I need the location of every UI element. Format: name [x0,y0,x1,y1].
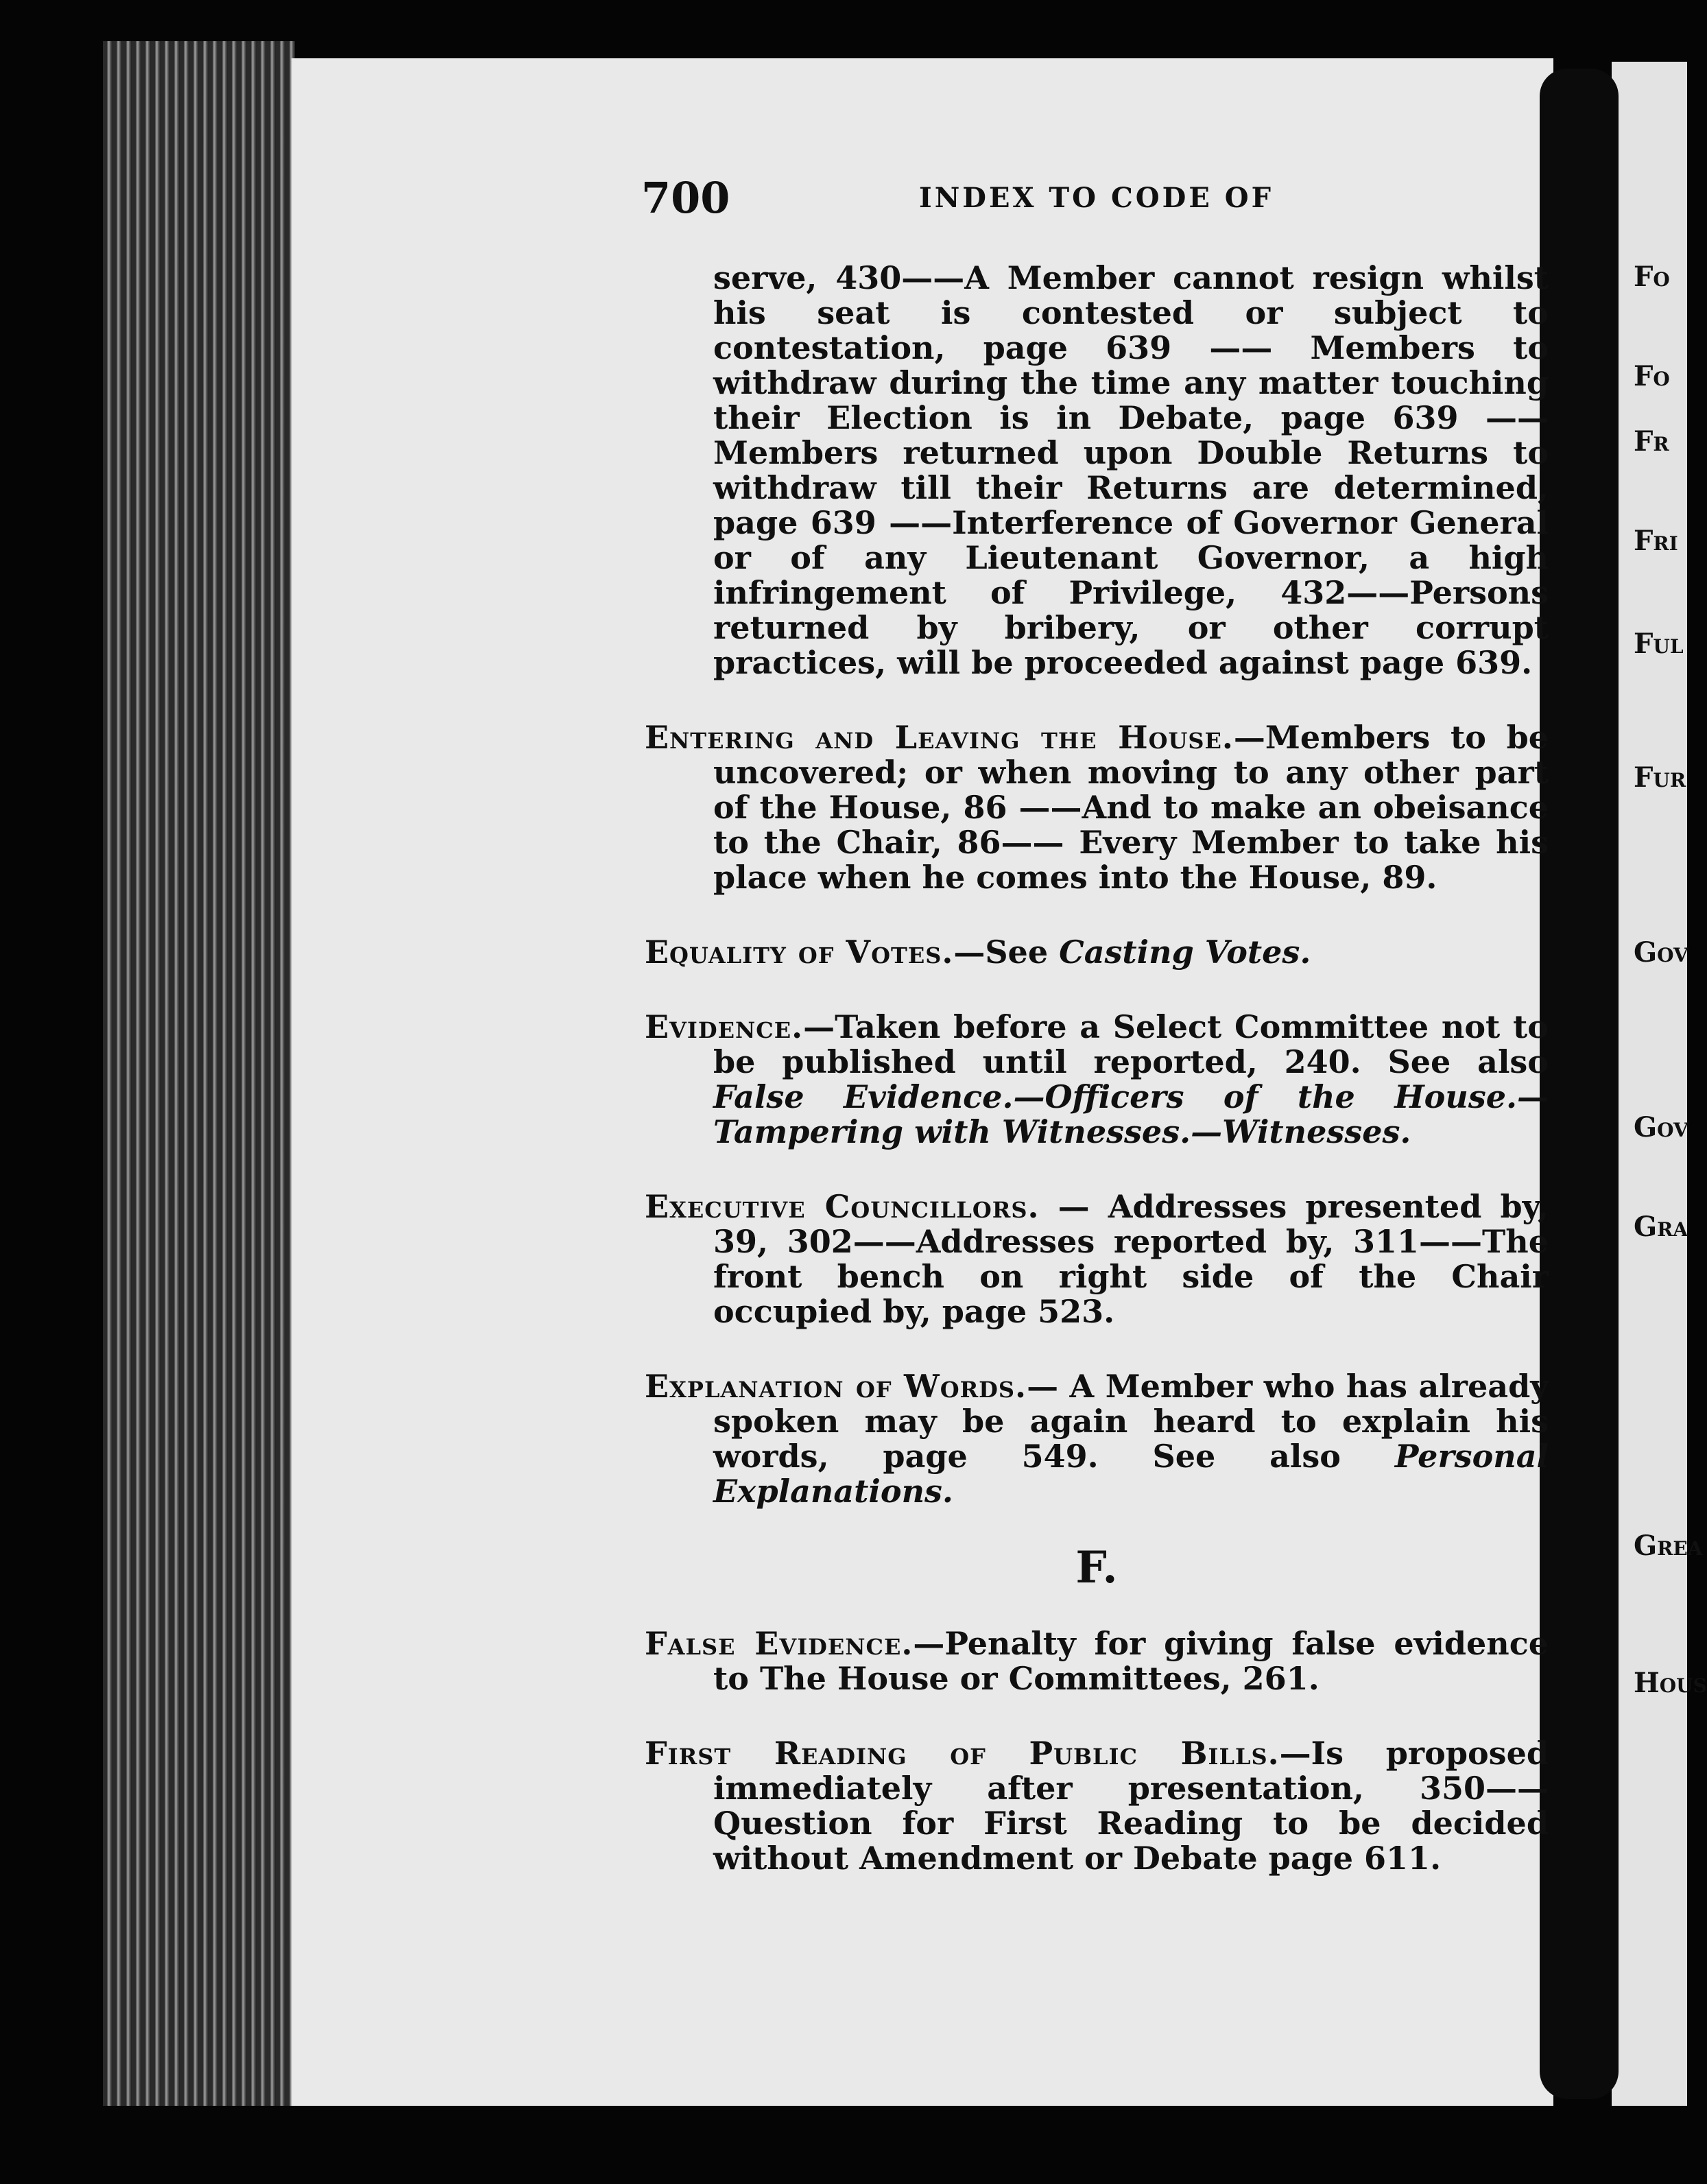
entry-text: —Taken before a Select Committee not to be published until reported, 240. See also [713,1008,1549,1080]
facing-page-fragment: Ful [1634,628,1684,660]
entry-heading: Equality of Votes. [645,934,954,971]
entry-heading: Evidence. [645,1008,804,1045]
facing-page-fragment: Fo [1634,261,1670,293]
facing-page-fragment: Gov [1634,936,1688,969]
index-entry [645,1010,1549,1150]
book-gutter [1540,69,1619,2099]
index-entry [645,1626,1549,1696]
running-head: INDEX TO CODE OF [919,182,1274,214]
page-number: 700 [641,173,730,223]
section-letter: F. [1075,1542,1118,1593]
index-entry [645,720,1549,895]
cross-reference: Casting Votes. [1059,934,1311,971]
continued-entry [713,261,1549,680]
entry-text: —Members to be uncovered; or when moving to any other part of the House, 86 ——And to make an obeisance to the Chair, 86—— Every Member to take his place when he comes into the House, 89. [713,719,1549,896]
entry-text: — A Member who has already spoken may be again heard to explain his words, page 549. See also [713,1368,1549,1475]
facing-page-fragment: Fr [1634,425,1669,458]
entry-text: serve, 430——A Member cannot resign whilst his seat is contested or subject to contestation, page 639 —— Members to withdraw during the time any matter touching their Election is in Debate, page 639 —— Members returned upon Double Returns to withdraw till their Returns are determined, page 639 ——Interference of Governor General or of any Lieutenant Governor, a high infringement of Privilege, 432——Persons returned by bribery, or other corrupt practices, will be proceeded against page 639. [713,259,1549,681]
entry-heading: Entering and Leaving the House. [645,719,1234,756]
entry-text: —Penalty for giving false evidence to The House or Committees, 261. [713,1625,1549,1697]
facing-page-fragment: Fri [1634,525,1678,557]
facing-page-fragment: Grea [1634,1530,1703,1562]
index-entry [645,1189,1549,1329]
facing-page-fragment: Fur [1634,761,1686,794]
cross-reference: Personal Explanations. [713,1438,1549,1510]
entry-heading: Explanation of Words. [645,1368,1027,1405]
entry-text: —See [953,934,1060,971]
page-edges [103,41,295,2106]
index-entry [645,935,1549,970]
index-content [645,261,1549,1916]
entry-heading: Executive Councillors. [645,1188,1040,1225]
facing-page-fragment: Hous [1634,1667,1707,1699]
cross-reference: False Evidence.—Officers of the House.—Tampering with Witnesses.—Witnesses. [713,1078,1549,1150]
facing-page-fragment: Gra [1634,1211,1688,1243]
entry-heading: First Reading of Public Bills. [645,1735,1280,1772]
index-entry [645,1369,1549,1509]
entry-text: —Is proposed immediately after presentation, 350——Question for First Reading to be decided without Amendment or Debate page 611. [713,1735,1549,1877]
scan-border [0,0,103,2184]
facing-page-fragment: Fo [1634,360,1670,392]
index-entry [645,1736,1549,1876]
facing-page-fragment: Gov [1634,1111,1688,1143]
entry-heading: False Evidence. [645,1625,914,1662]
entry-text: — Addresses presented by, 39, 302——Addresses reported by, 311——The front bench on right side of the Chair occupied by, page 523. [713,1188,1549,1330]
